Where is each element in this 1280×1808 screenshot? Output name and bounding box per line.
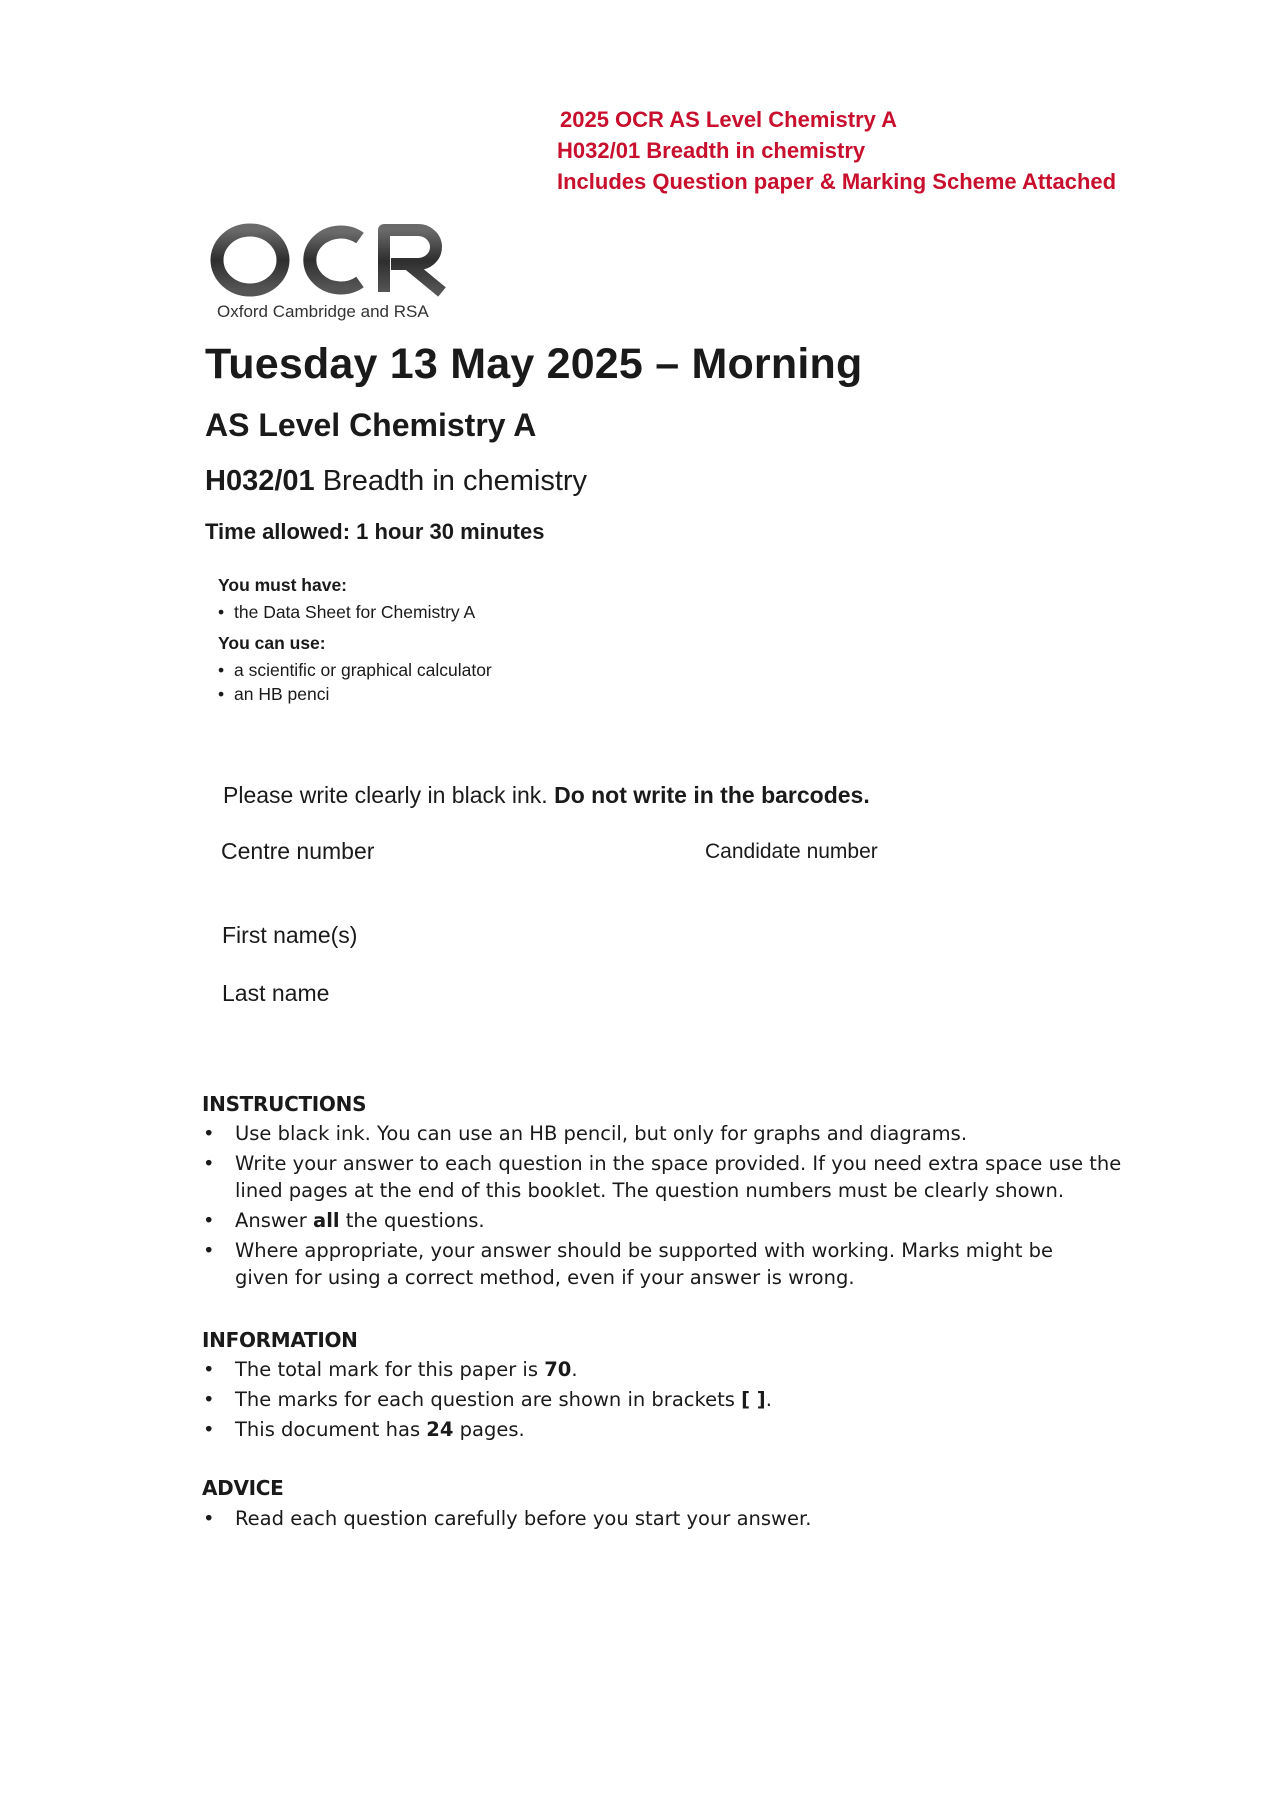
exam-paper: Breadth in chemistry [322,465,588,497]
ocr-logo-icon [208,222,464,298]
header-note [557,104,1116,197]
form-intro-bold: Do not write in the barcodes. [554,782,870,808]
list-item: • Use black ink. You can use an HB pencil, but only for graphs and diagrams. [202,1120,1172,1147]
instructions-list [202,1120,1172,1294]
first-name-label: First name(s) [222,922,358,948]
list-item: • Answer all the questions. [202,1207,1172,1234]
header-note-line1: 2025 OCR AS Level Chemistry A [560,107,898,132]
can-use-list [218,658,492,706]
list-item: • Write your answer to each question in the space provided. If you need extra space use the lined pages at the end of this booklet. The question numbers must be clearly shown. [202,1150,1172,1204]
materials [218,575,492,706]
logo-subtitle: Oxford Cambridge and RSA [217,302,429,321]
instructions-heading: INSTRUCTIONS [202,1092,367,1116]
form-intro [223,782,870,809]
list-item: • the Data Sheet for Chemistry A [218,600,492,624]
last-name-label: Last name [222,980,330,1006]
list-item: • The total mark for this paper is 70. [202,1356,1172,1383]
exam-level: AS Level Chemistry A [205,407,537,443]
exam-code: H032/01 [205,465,315,497]
exam-date: Tuesday 13 May 2025 – Morning [205,340,863,388]
header-note-line3: Includes Question paper & Marking Scheme Attached [557,169,1117,194]
advice-list [202,1505,1172,1535]
list-item: • Read each question carefully before you start your answer. [202,1505,1172,1532]
list-item: • The marks for each question are shown in brackets [ ]. [202,1386,1172,1413]
information-heading: INFORMATION [202,1328,358,1352]
must-have-heading: You must have: [218,575,348,595]
centre-number-label: Centre number [221,838,375,864]
form-intro-text: Please write clearly in black ink. [223,782,548,808]
advice-heading: ADVICE [202,1476,284,1500]
information-list [202,1356,1172,1446]
exam-code-line [205,465,587,498]
must-have-list [218,600,492,624]
can-use-heading: You can use: [218,633,326,653]
time-allowed: Time allowed: 1 hour 30 minutes [205,519,545,544]
list-item: • a scientific or graphical calculator [218,658,492,682]
list-item: • This document has 24 pages. [202,1416,1172,1443]
list-item: • an HB penci [218,682,492,706]
candidate-number-label: Candidate number [705,840,878,863]
list-item: • Where appropriate, your answer should be supported with working. Marks might be given for using a correct method, even if your answer is wrong. [202,1237,1085,1291]
ocr-logo [208,222,464,298]
header-note-line2: H032/01 Breadth in chemistry [557,138,866,163]
